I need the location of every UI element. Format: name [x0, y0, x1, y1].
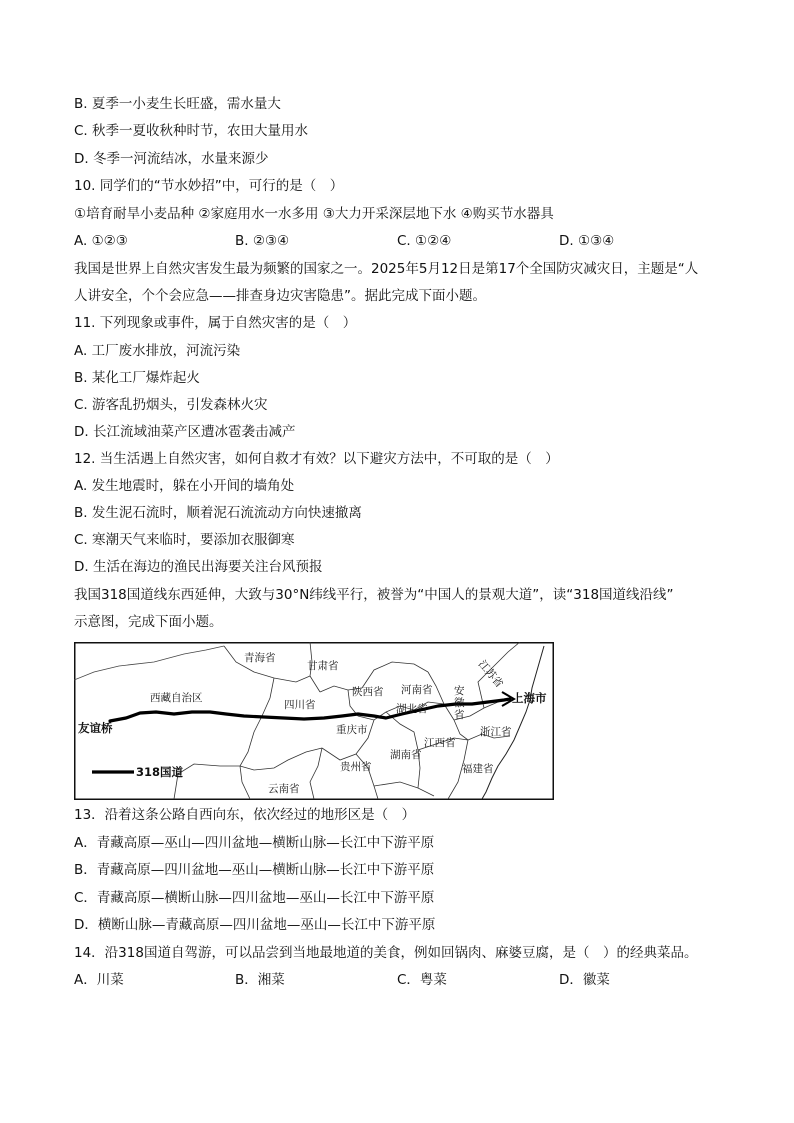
q10-option-d: D. ①③④: [559, 233, 615, 249]
q13-option-d: D．横断山脉—青藏高原—四川盆地—巫山—长江中下游平原: [74, 917, 436, 933]
label-hunan: 湖南省: [390, 749, 422, 761]
q10-option-c: C. ①②④: [397, 233, 452, 249]
q14-option-b: B．湘菜: [235, 972, 285, 988]
legend-label: 318国道: [136, 765, 184, 779]
q13-option-a: A．青藏高原—巫山—四川盆地—横断山脉—长江中下游平原: [74, 835, 435, 851]
label-yunnan: 云南省: [268, 783, 300, 795]
q11-option-c: C. 游客乱扔烟头，引发森林火灾: [74, 397, 268, 413]
q11-option-b: B. 某化工厂爆炸起火: [74, 370, 200, 386]
label-guizhou: 贵州省: [340, 761, 372, 773]
q9-option-b: B. 夏季一小麦生长旺盛，需水量大: [74, 96, 281, 112]
q13-option-b: B．青藏高原—四川盆地—巫山—横断山脉—长江中下游平原: [74, 862, 435, 878]
label-shanghai: 上海市: [512, 691, 547, 705]
q14-option-d: D．徽菜: [559, 972, 610, 988]
label-jiangsu: 江苏省: [475, 658, 506, 691]
intro-disaster-line2: 人讲安全，个个会应急——排查身边灾害隐患”。据此完成下面小题。: [74, 288, 486, 304]
q10-option-a: A. ①②③: [74, 233, 128, 249]
label-qinghai: 青海省: [244, 652, 276, 664]
intro-318-line1: 我国318国道线东西延伸，大致与30°N纬线平行，被誉为“中国人的景观大道”，读“318国道线沿线”: [74, 587, 674, 603]
label-hubei: 湖北省: [396, 703, 428, 715]
q13-stem: 13．沿着这条公路自西向东，依次经过的地形区是（ ）: [74, 807, 416, 823]
label-shaanxi: 陕西省: [352, 686, 384, 698]
label-fujian: 福建省: [462, 763, 494, 775]
q10-items: ①培育耐旱小麦品种 ②家庭用水一水多用 ③大力开采深层地下水 ④购买节水器具: [74, 206, 554, 222]
route-318-map: [74, 642, 554, 800]
q12-option-c: C. 寒潮天气来临时，要添加衣服御寒: [74, 532, 295, 548]
label-jiangxi: 江西省: [424, 737, 456, 749]
label-gansu: 甘肃省: [307, 660, 339, 672]
label-xizang: 西藏自治区: [150, 692, 203, 704]
q12-option-d: D. 生活在海边的渔民出海要关注台风预报: [74, 559, 323, 575]
label-henan: 河南省: [401, 684, 433, 696]
label-anhui-1: 安: [454, 685, 465, 697]
q10-option-b: B. ②③④: [235, 233, 290, 249]
label-chongqing: 重庆市: [336, 724, 368, 736]
label-youyiqiao: 友谊桥: [78, 721, 113, 735]
q12-option-a: A. 发生地震时，躲在小开间的墙角处: [74, 478, 295, 494]
q11-option-d: D. 长江流域油菜产区遭冰雹袭击减产: [74, 424, 296, 440]
label-anhui-2: 徽: [454, 697, 465, 709]
q10-stem: 10. 同学们的“节水妙招”中，可行的是（ ）: [74, 178, 344, 194]
q9-option-d: D. 冬季一河流结冰，水量来源少: [74, 151, 269, 167]
q11-option-a: A. 工厂废水排放，河流污染: [74, 343, 241, 359]
q9-option-c: C. 秋季一夏收秋种时节，农田大量用水: [74, 123, 309, 139]
intro-318-line2: 示意图，完成下面小题。: [74, 614, 223, 630]
label-anhui-3: 省: [454, 709, 465, 721]
q12-option-b: B. 发生泥石流时，顺着泥石流流动方向快速撤离: [74, 505, 362, 521]
label-sichuan: 四川省: [284, 699, 316, 711]
q14-option-a: A．川菜: [74, 972, 124, 988]
q13-option-c: C．青藏高原—横断山脉—四川盆地—巫山—长江中下游平原: [74, 890, 435, 906]
q14-option-c: C．粤菜: [397, 972, 447, 988]
q12-stem: 12. 当生活遇上自然灾害，如何自救才有效？以下避灾方法中，不可取的是（ ）: [74, 451, 559, 467]
intro-disaster-line1: 我国是世界上自然灾害发生最为频繁的国家之一。2025年5月12日是第17个全国防灾减灾日，主题是“人: [74, 261, 699, 277]
q11-stem: 11. 下列现象或事件，属于自然灾害的是（ ）: [74, 315, 357, 331]
q14-stem: 14．沿318国道自驾游，可以品尝到当地最地道的美食，例如回锅肉、麻婆豆腐，是（ ）的经典菜品。: [74, 945, 698, 961]
label-zhejiang: 浙江省: [480, 726, 512, 738]
